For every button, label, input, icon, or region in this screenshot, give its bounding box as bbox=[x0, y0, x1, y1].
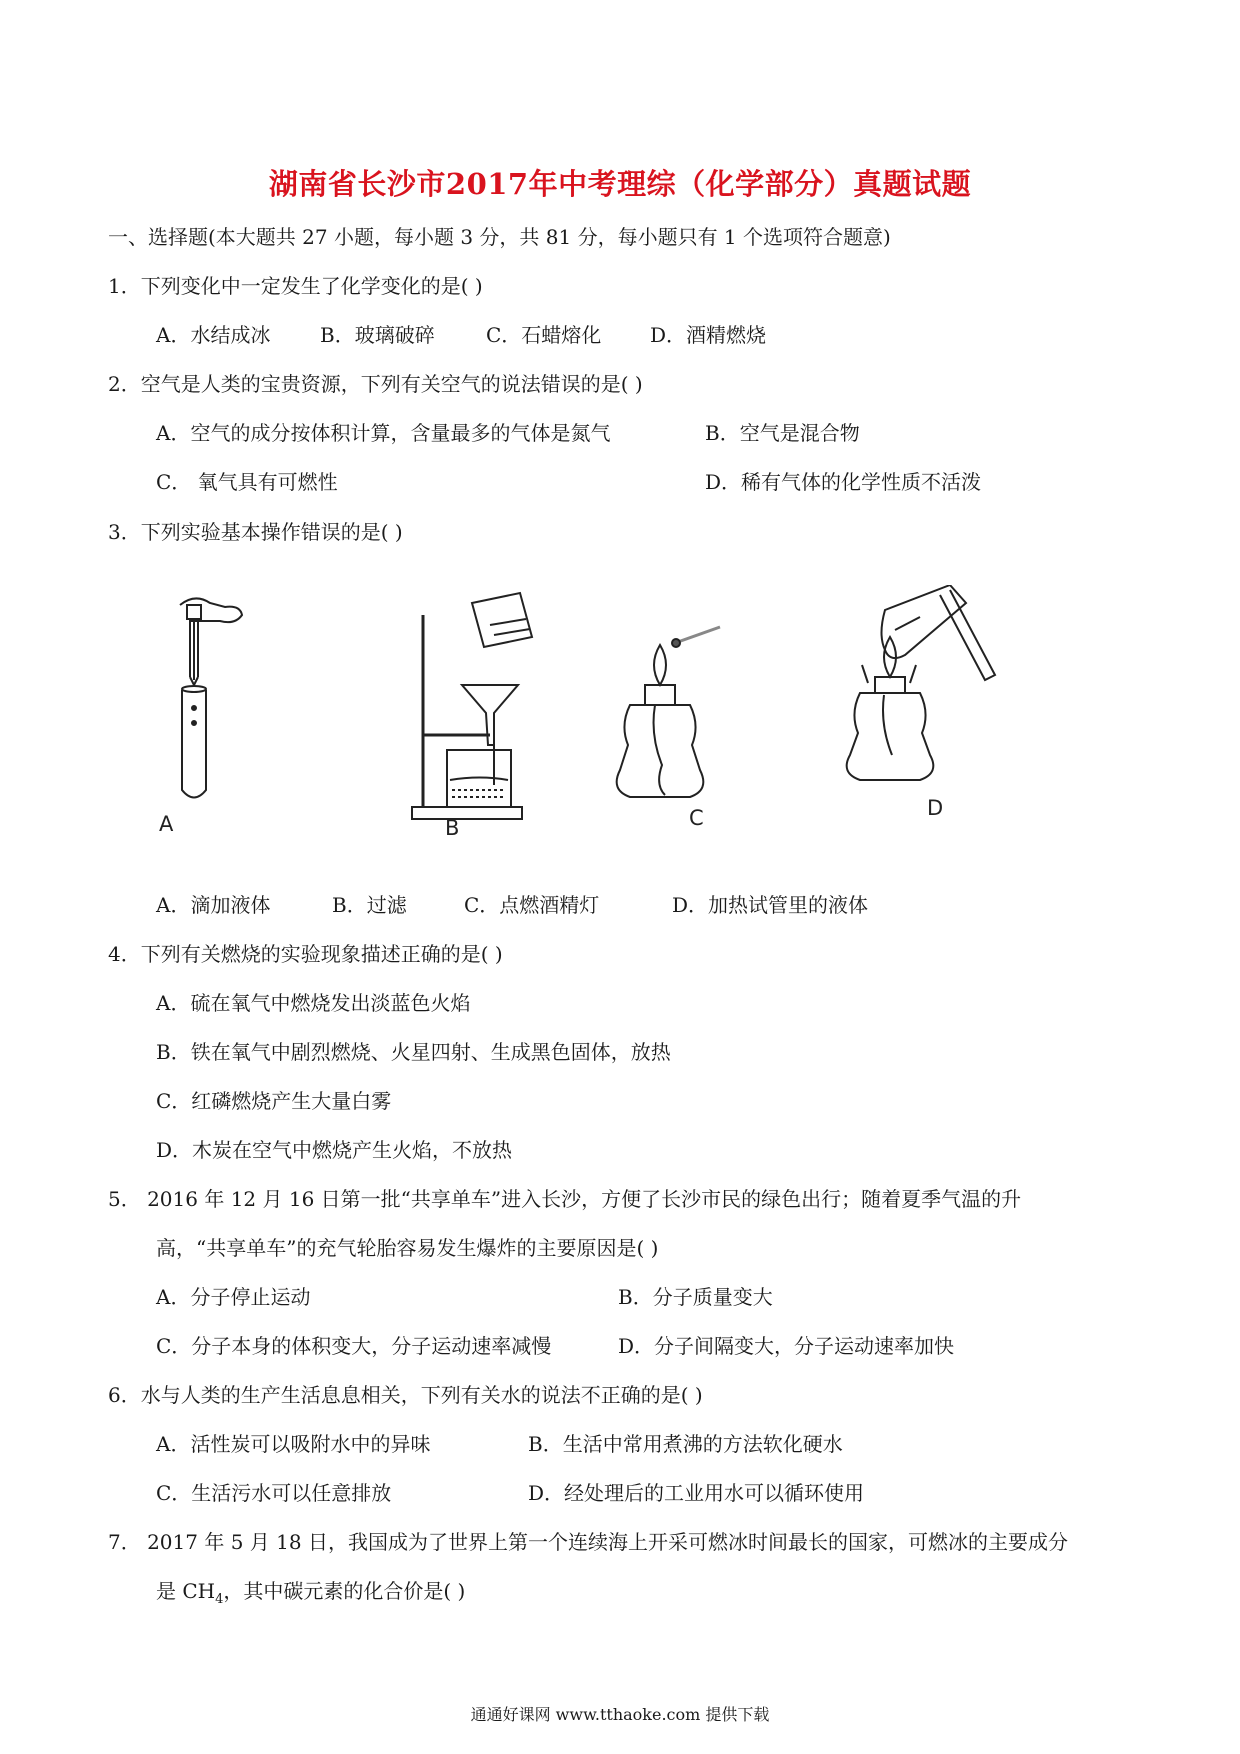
question-1-option-c: C．石蜡熔化 bbox=[486, 323, 602, 347]
alcohol-lamp-match-drawing bbox=[617, 627, 720, 797]
question-5-stem-line2: 高，“共享单车”的充气轮胎容易发生爆炸的主要原因是( ) bbox=[156, 1236, 659, 1260]
question-2-option-d: D．稀有气体的化学性质不活泼 bbox=[705, 470, 982, 494]
question-5-option-c: C．分子本身的体积变大，分子运动速率减慢 bbox=[156, 1334, 552, 1358]
question-7-stem-line2 bbox=[156, 1579, 465, 1612]
question-3-option-c: C．点燃酒精灯 bbox=[464, 893, 600, 917]
question-2-option-b: B．空气是混合物 bbox=[705, 421, 860, 445]
question-6-option-b: B．生活中常用煮沸的方法软化硬水 bbox=[528, 1432, 843, 1456]
question-1-option-b: B．玻璃破碎 bbox=[320, 323, 435, 347]
question-4-option-a: A．硫在氧气中燃烧发出淡蓝色火焰 bbox=[156, 991, 471, 1015]
question-1-option-a: A．水结成冰 bbox=[156, 323, 271, 347]
question-7-text-post: ，其中碳元素的化合价是( ) bbox=[223, 1579, 466, 1603]
question-1-stem: 1．下列变化中一定发生了化学变化的是( ) bbox=[108, 274, 483, 298]
question-4-option-d: D．木炭在空气中燃烧产生火焰，不放热 bbox=[156, 1138, 513, 1162]
question-1-option-d: D．酒精燃烧 bbox=[650, 323, 767, 347]
figure-label-a: A bbox=[159, 812, 174, 836]
question-2-option-c: C． 氧气具有可燃性 bbox=[156, 470, 338, 494]
question-6-stem: 6．水与人类的生产生活息息相关，下列有关水的说法不正确的是( ) bbox=[108, 1383, 703, 1407]
question-6-option-c: C．生活污水可以任意排放 bbox=[156, 1481, 392, 1505]
heating-test-tube-drawing bbox=[847, 585, 995, 780]
page-footer: 通通好课网 www.tthaoke.com 提供下载 bbox=[470, 1705, 770, 1724]
question-6-option-d: D．经处理后的工业用水可以循环使用 bbox=[528, 1481, 865, 1505]
question-3-option-a: A．滴加液体 bbox=[156, 893, 271, 917]
question-6-option-a: A．活性炭可以吸附水中的异味 bbox=[156, 1432, 431, 1456]
question-4-option-b: B．铁在氧气中剧烈燃烧、火星四射、生成黑色固体，放热 bbox=[156, 1040, 671, 1064]
question-4-stem: 4．下列有关燃烧的实验现象描述正确的是( ) bbox=[108, 942, 503, 966]
question-2-option-a: A．空气的成分按体积计算，含量最多的气体是氮气 bbox=[156, 421, 611, 445]
question-7-text-pre: 是 CH bbox=[156, 1579, 216, 1603]
question-5-option-d: D．分子间隔变大，分子运动速率加快 bbox=[618, 1334, 955, 1358]
filtration-setup-drawing bbox=[412, 593, 532, 819]
figure-label-c: C bbox=[689, 806, 704, 830]
figure-label-d: D bbox=[927, 796, 944, 820]
dropper-test-tube-drawing bbox=[180, 598, 242, 797]
question-4-option-c: C．红磷燃烧产生大量白雾 bbox=[156, 1089, 392, 1113]
figure-label-b: B bbox=[445, 816, 460, 840]
lab-apparatus-illustration bbox=[150, 585, 1110, 875]
question-3-stem: 3．下列实验基本操作错误的是( ) bbox=[108, 520, 403, 544]
question-5-stem-line1: 5． 2016 年 12 月 16 日第一批“共享单车”进入长沙，方便了长沙市民的绿色出行；随着夏季气温的升 bbox=[108, 1187, 1022, 1211]
question-5-option-a: A．分子停止运动 bbox=[156, 1285, 311, 1309]
question-3-option-d: D．加热试管里的液体 bbox=[672, 893, 869, 917]
question-2-stem: 2．空气是人类的宝贵资源，下列有关空气的说法错误的是( ) bbox=[108, 372, 643, 396]
question-7-subscript: 4 bbox=[215, 1592, 224, 1607]
question-3-figure bbox=[150, 585, 1110, 875]
page-title: 湖南省长沙市2017年中考理综（化学部分）真题试题 bbox=[268, 167, 972, 201]
section-heading: 一、选择题(本大题共 27 小题，每小题 3 分，共 81 分，每小题只有 1 个选项符合题意) bbox=[108, 225, 891, 249]
question-5-option-b: B．分子质量变大 bbox=[618, 1285, 773, 1309]
question-7-stem-line1: 7． 2017 年 5 月 18 日，我国成为了世界上第一个连续海上开采可燃冰时间最长的国家，可燃冰的主要成分 bbox=[108, 1530, 1068, 1554]
question-3-option-b: B．过滤 bbox=[332, 893, 407, 917]
